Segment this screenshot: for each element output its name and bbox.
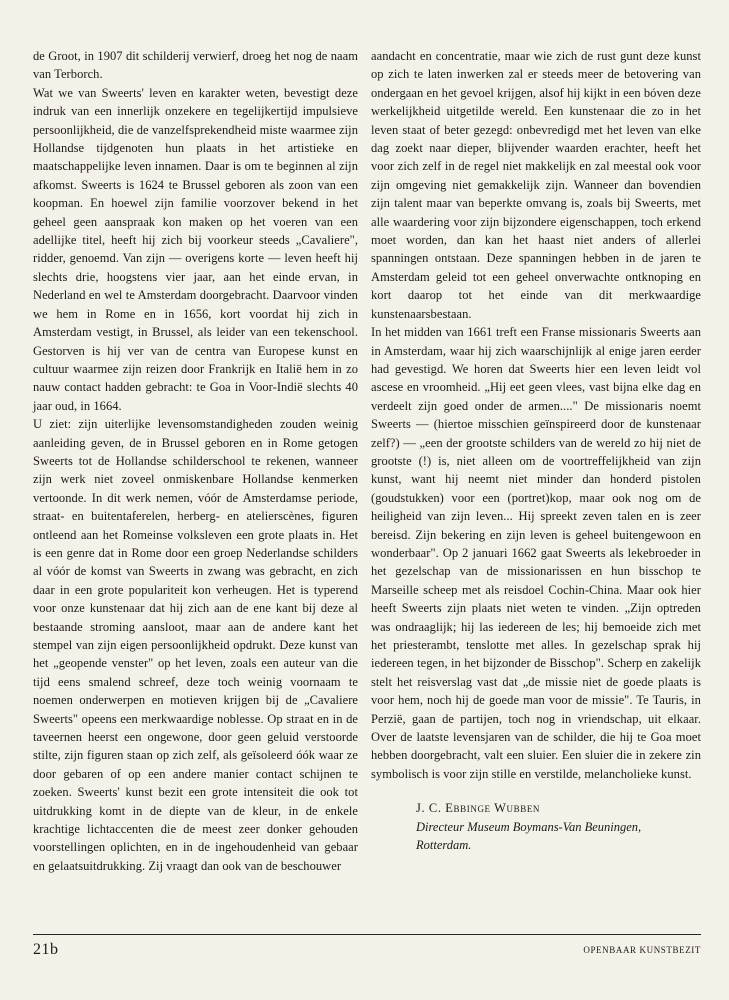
- author-signature: [371, 799, 701, 854]
- text-column-right: [371, 47, 701, 854]
- author-name: J. C. Ebbinge Wubben: [416, 801, 541, 816]
- page-number: 21b: [33, 941, 59, 958]
- author-role: Directeur Museum Boymans-Van Beuningen,: [416, 819, 642, 834]
- author-location: Rotterdam.: [416, 838, 472, 853]
- journal-name: OPENBAAR KUNSTBEZIT: [583, 945, 701, 955]
- paragraph: aandacht en concentratie, maar wie zich de rust gunt deze kunst op zich te laten inwerken zal er steeds meer de betovering van ondergaan en het gevoel krijgen, alsof hij kijkt in een bóven deze werkelijkheid uitgetilde wereld. Een kunstenaar die zo in het leven staat of beter gezegd: onbevredigd met het leven van elke dag zoekt naar dieper, blijvender waarden erachter, heeft het voor zich zelf in de regel niet makkelijk en zal meestal ook voor zijn omgeving niet gemakkelijk zijn. Wanneer dan bovendien zijn talent maar van beperkte omvang is, zoals bij Sweerts, met alle waardering voor zijn bijzondere eigenschappen, toch erkend moet worden, dan kan het haast niet anders of allerlei spanningen ontstaan. Deze spanningen hebben in de jaren te Amsterdam geleid tot een geheel onverwachte ontknoping en kort daarop tot het einde van dit merkwaardige kunstenaarsbestaan.: [371, 49, 701, 321]
- footer-rule: [33, 934, 701, 935]
- paragraph: U ziet: zijn uiterlijke levensomstandigheden zouden weinig aanleiding geven, de in Brussel geboren en in Rome getogen Sweerts tot de Hollandse schilderschool te rekenen, wanneer zijn werk niet zoveel onmiskenbare Hollandse kenmerken vertoonde. In dit werk nemen, vóór de Amsterdamse periode, straat- en buitentaferelen, herberg- en atelierscènes, figuren ontleend aan het Romeinse volksleven een grote plaats in. Het is een genre dat in Rome door een groep Nederlandse schilders al vóór de komst van Sweerts in zwang was gebracht, en zich daar in een grote populariteit kon verheugen. Het is typerend voor onze kunstenaar dat hij zich aan de ene kant bij deze al bestaande stroming aansloot, maar aan de andere kant het stempel van zijn eigen persoonlijkheid opdrukt. Deze kunst van het „geopende venster" op het leven, zoals een auteur van die tijd eens smalend schreef, deze toch weinig voornaam te noemen onderwerpen en motieven krijgen bij de „Cavaliere Sweerts" opeens een merkwaardige noblesse. Op straat en in de taveernen heerst een ongewone, door geen geluid verstoorde stilte, zijn figuren staan op zich zelf, als geïsoleerd óók waar ze door gebaren of op een andere manier contact schijnen te zoeken. Sweerts' kunst bezit een grote intensiteit die ook tot uitdrukking komt in de diepte van de kleur, in de enkele krachtige lichtaccenten die de meest zeer donker gehouden voorstellingen oplichten, en in de ingehoudenheid van gebaar en gelaatsuitdrukking. Zij vraagt dan ook van de beschouwer: [33, 417, 358, 873]
- paragraph: de Groot, in 1907 dit schilderij verwierf, droeg het nog de naam van Terborch.: [33, 49, 358, 82]
- text-column-left: [33, 47, 358, 875]
- paragraph: Wat we van Sweerts' leven en karakter weten, bevestigt deze indruk van een innerlijk onzekere en tegelijkertijd impulsieve persoonlijkheid, die de vanzelfsprekendheid miste waarmee zijn Hollandse tijdgenoten hun plaats in het artistieke en maatschappelijke leven innamen. Daar is om te beginnen al zijn afkomst. Sweerts is 1624 te Brussel geboren als zoon van een koopman. En hoewel zijn familie voorzover bekend in het geheel geen aanspraak kon maken op het voeren van een adellijke titel, heeft hij zich bij voorkeur steeds „Cavaliere", ridder, genoemd. Van zijn — overigens korte — leven heeft hij slechts drie, hoogstens vier jaar, aan het einde ervan, in Nederland en wel te Amsterdam doorgebracht. Daarvoor vinden we hem in Rome en in 1656, kort voordat hij zich in Amsterdam vestigt, in Brussel, als leider van een tekenschool. Gestorven is hij ver van de centra van Europese kunst en cultuur waarmee zijn reizen door Frankrijk en Italië hem in zo nauw contact hadden gebracht: te Goa in Voor-Indië slechts 40 jaar oud, in 1664.: [33, 85, 358, 413]
- paragraph: In het midden van 1661 treft een Franse missionaris Sweerts aan in Amsterdam, waar hij zich waarschijnlijk al enige jaren eerder had gevestigd. We horen dat Sweerts hier een leven leidt vol ascese en vroomheid. „Hij eet geen vlees, vast bijna elke dag en verdeelt zijn goed onder de armen...." De missionaris noemt Sweerts — (hiertoe misschien geïnspireerd door de kunstenaar zelf?) — „een der grootste schilders van de wereld zo hij niet de grootste (!) is, niet alleen om de voortreffelijkheid van zijn kunst, want hij neemt niet minder dan honderd pistolen (goudstukken) voor een (portret)kop, maar ook nog om de heiligheid van zijn leven... Hij spreekt zeven talen en is zeer bereisd. Zijn bekering en zijn leven is geheel buitengewoon en wonderbaar". Op 2 januari 1662 gaat Sweerts als lekebroeder in het gezelschap van de missionarissen en hun bisschop te Marseille scheep met als reisdoel Cochin-China. Maar ook hier heeft Sweerts zijn plaats niet weten te vinden. „Zijn optreden was ondraaglijk; hij las iedereen de les; hij bemoeide zich met het priesterambt, tenslotte met alles. In gezelschap sprak hij iedereen tegen, in het bijzonder de Bisschop". Scherp en zakelijk stelt het reisverslag vast dat „de missie niet de goede plaats is voor hem, noch hij de goede man voor de missie". Te Tauris, in Perzië, gaan de partijen, toch nog in vriendschap, uit elkaar. Over de laatste levensjaren van de schilder, die hij te Goa moet hebben doorgebracht, valt een sluier. Een sluier die in zekere zin symbolisch is voor zijn stille en verstilde, melancholieke kunst.: [371, 325, 701, 781]
